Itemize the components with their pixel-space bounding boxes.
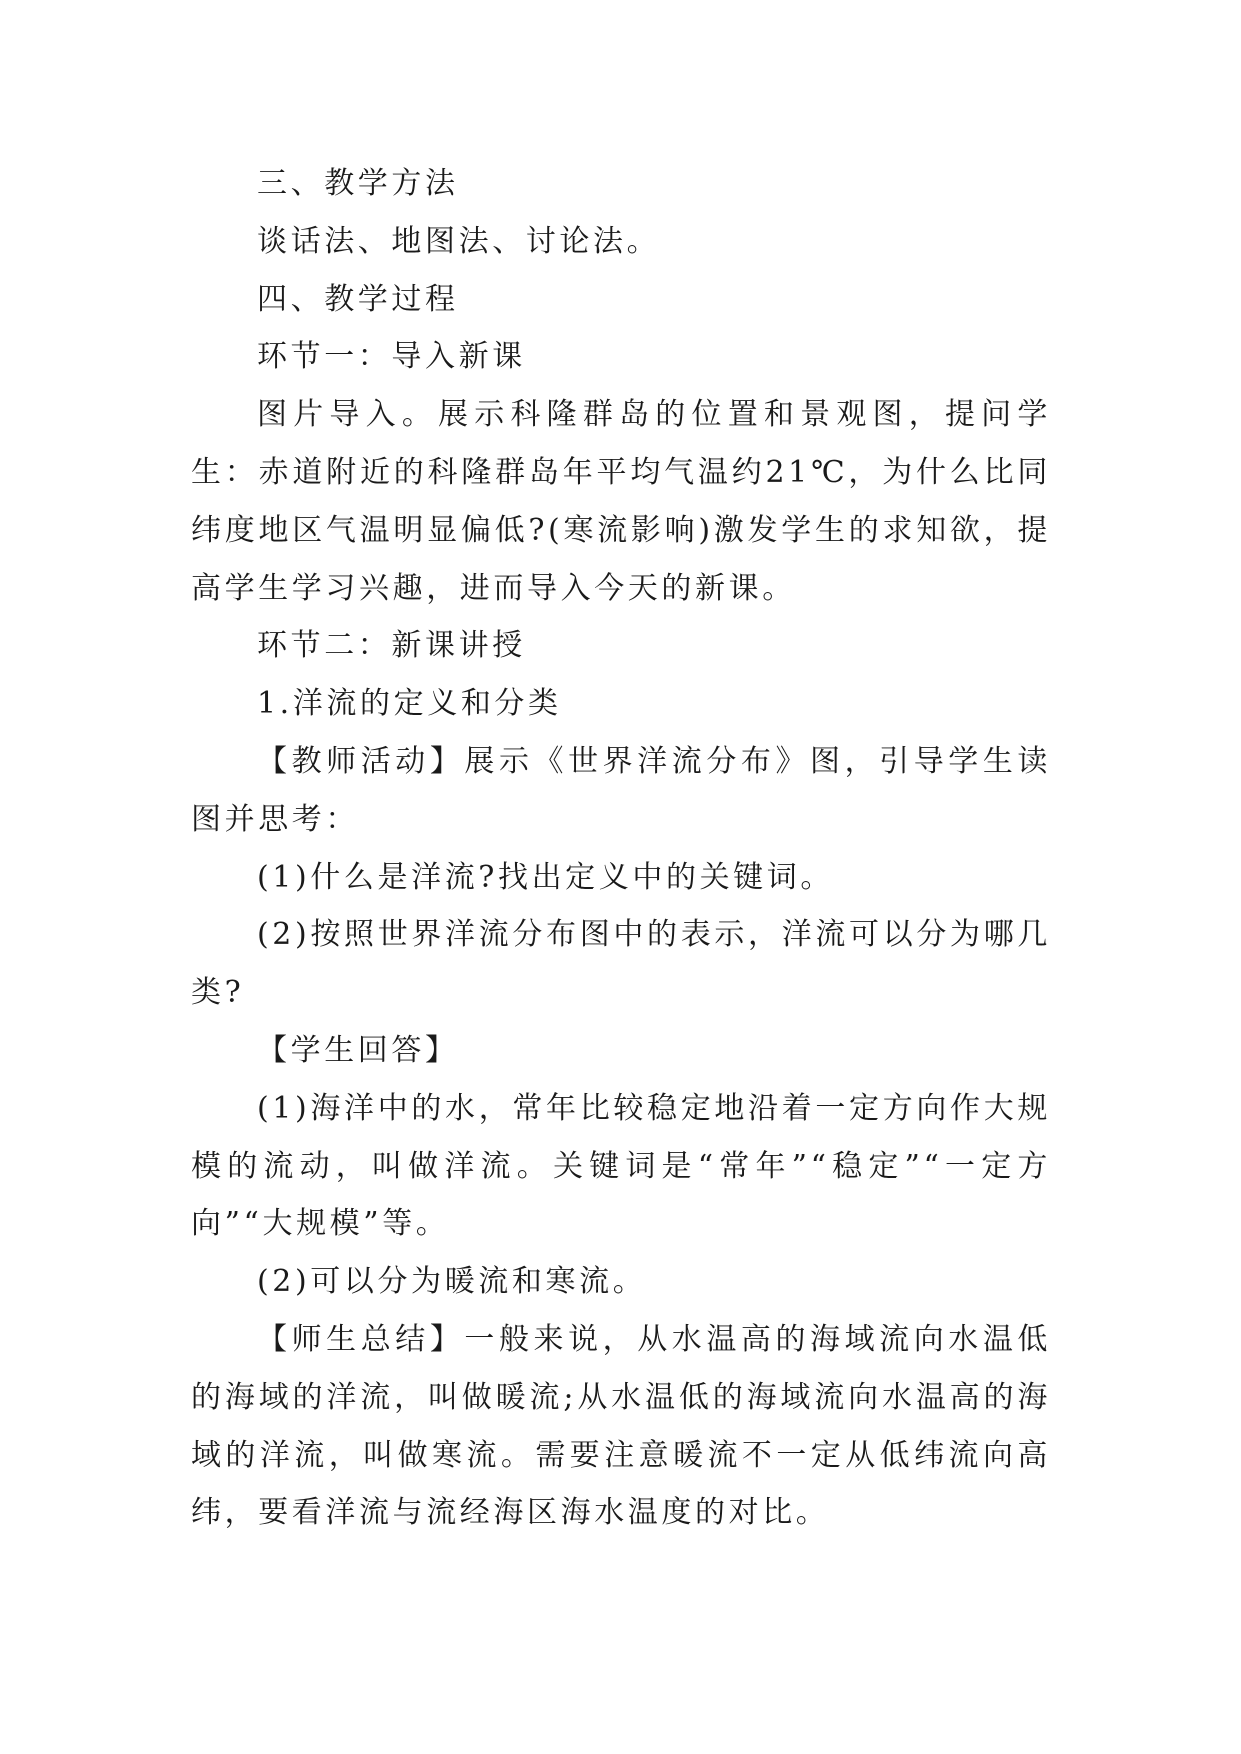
subheading-definition-classification: 1.洋流的定义和分类 bbox=[257, 686, 562, 722]
heading-teaching-methods: 三、教学方法 bbox=[257, 166, 459, 201]
paragraph-image-intro: 图片导入。展示科隆群岛的位置和景观图，提问学生：赤道附近的科隆群岛年平均气温约21℃，为什么比同纬度地区气温明显偏低?(寒流影响)激发学生的求知欲，提高学生学习兴趣，进而导入今天的新课。 bbox=[191, 397, 1051, 606]
heading-student-answer: 【学生回答】 bbox=[257, 1032, 459, 1068]
answer-two: (2)可以分为暖流和寒流。 bbox=[257, 1264, 647, 1300]
paragraph-summary: 【师生总结】一般来说，从水温高的海域流向水温低的海域的洋流，叫做暖流;从水温低的海域流向水温高的海域的洋流，叫做寒流。需要注意暖流不一定从低纬流向高纬，要看洋流与流经海区海水温度的对比。 bbox=[191, 1321, 1051, 1531]
document-body bbox=[191, 155, 1051, 1542]
answer-one: (1)海洋中的水，常年比较稳定地沿着一定方向作大规模的流动，叫做洋流。关键词是“常年”“稳定”“一定方向”“大规模”等。 bbox=[191, 1090, 1051, 1242]
question-one: (1)什么是洋流?找出定义中的关键词。 bbox=[257, 859, 834, 895]
paragraph-methods-list: 谈话法、地图法、讨论法。 bbox=[257, 223, 661, 259]
section-step-one: 环节一：导入新课 bbox=[257, 339, 526, 375]
section-step-two: 环节二：新课讲授 bbox=[257, 628, 526, 664]
paragraph-teacher-activity: 【教师活动】展示《世界洋流分布》图，引导学生读图并思考： bbox=[191, 743, 1051, 837]
question-two: (2)按照世界洋流分布图中的表示，洋流可以分为哪几类? bbox=[191, 917, 1051, 1011]
heading-teaching-process: 四、教学过程 bbox=[257, 281, 459, 317]
